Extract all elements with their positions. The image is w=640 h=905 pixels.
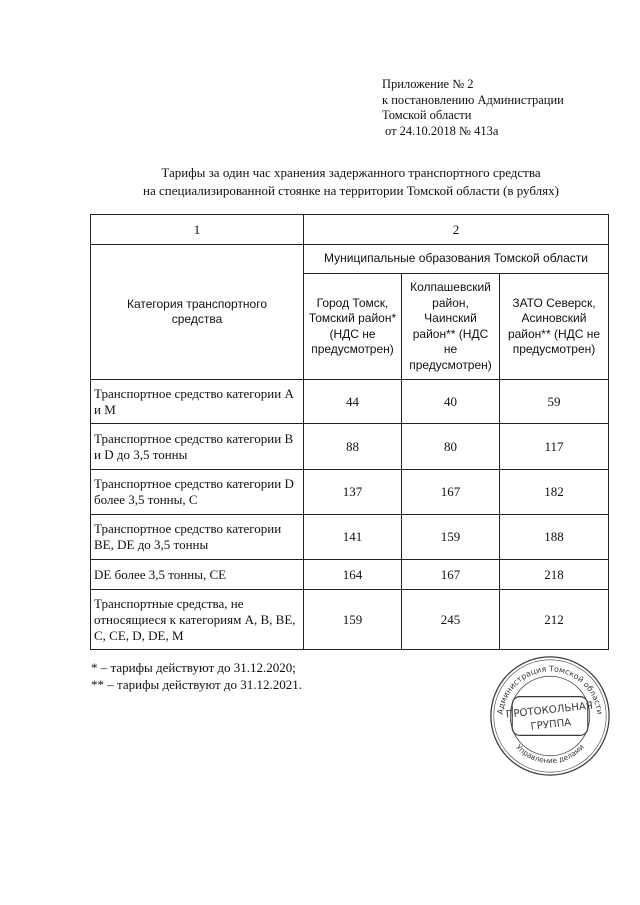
footnote-2: ** – тарифы действуют до 31.12.2021. [91,677,303,692]
row-label: Транспортное средство категории А и М [91,380,304,424]
column-number-1: 1 [91,215,304,245]
row-value: 218 [500,560,609,590]
row-label: Транспортное средство категории D более 3,5 тонны, С [91,470,304,515]
row-value: 80 [402,424,500,470]
row-value: 159 [304,590,402,650]
footnotes [91,659,302,693]
stamp-outer-text: Администрация Томской области [495,664,605,716]
column-header-kolpashevo: Колпашевский район, Чаинский район** (НДС не предусмотрен) [402,274,500,380]
stamp-bottom-text: Управление делами [514,742,586,766]
row-value: 159 [402,515,500,560]
table-row [91,590,609,650]
row-value: 141 [304,515,402,560]
title-line-1: Тарифы за один час хранения задержанного транспортного средства [161,165,541,180]
row-label: DE более 3,5 тонны, СЕ [91,560,304,590]
table-row [91,424,609,470]
row-value: 182 [500,470,609,515]
column-number-2: 2 [304,215,609,245]
table-row [91,560,609,590]
appendix-header [382,77,564,139]
row-value: 212 [500,590,609,650]
table-row [91,515,609,560]
row-value: 44 [304,380,402,424]
row-value: 40 [402,380,500,424]
stamp-center-line-2: ГРУППА [530,717,572,733]
row-label: Транспортное средство категории В и D до 3,5 тонны [91,424,304,470]
tariff-table [90,214,609,650]
title-line-2: на специализированной стоянке на территории Томской области (в рублях) [143,183,559,198]
stamp-center-line-1: ПРОТОКОЛЬНАЯ [505,700,594,721]
column-header-seversk: ЗАТО Северск, Асиновский район** (НДС не предусмотрен) [500,274,609,380]
table-row [91,470,609,515]
row-label: Транспортное средство категории ВЕ, DE до 3,5 тонны [91,515,304,560]
row-value: 167 [402,470,500,515]
row-value: 88 [304,424,402,470]
category-header: Категория транспортного средства [91,245,304,380]
row-value: 167 [402,560,500,590]
header-row-1 [91,245,609,274]
official-stamp [487,653,613,779]
municipal-header: Муниципальные образования Томской области [304,245,609,274]
column-number-row [91,215,609,245]
appendix-line-4: от 24.10.2018 № 413а [385,123,499,138]
row-value: 164 [304,560,402,590]
row-value: 188 [500,515,609,560]
row-value: 59 [500,380,609,424]
row-value: 245 [402,590,500,650]
row-label: Транспортные средства, не относящиеся к категориям А, В, ВЕ, С, СЕ, D, DE, М [91,590,304,650]
appendix-line-2: к постановлению Администрации [382,92,564,107]
row-value: 117 [500,424,609,470]
appendix-line-1: Приложение № 2 [382,77,474,91]
appendix-line-3: Томской области [382,108,472,122]
table-row [91,380,609,424]
document-title [96,164,606,200]
footnote-1: * – тарифы действуют до 31.12.2020; [91,660,296,675]
row-value: 137 [304,470,402,515]
column-header-tomsk: Город Томск, Томский район* (НДС не предусмотрен) [304,274,402,380]
